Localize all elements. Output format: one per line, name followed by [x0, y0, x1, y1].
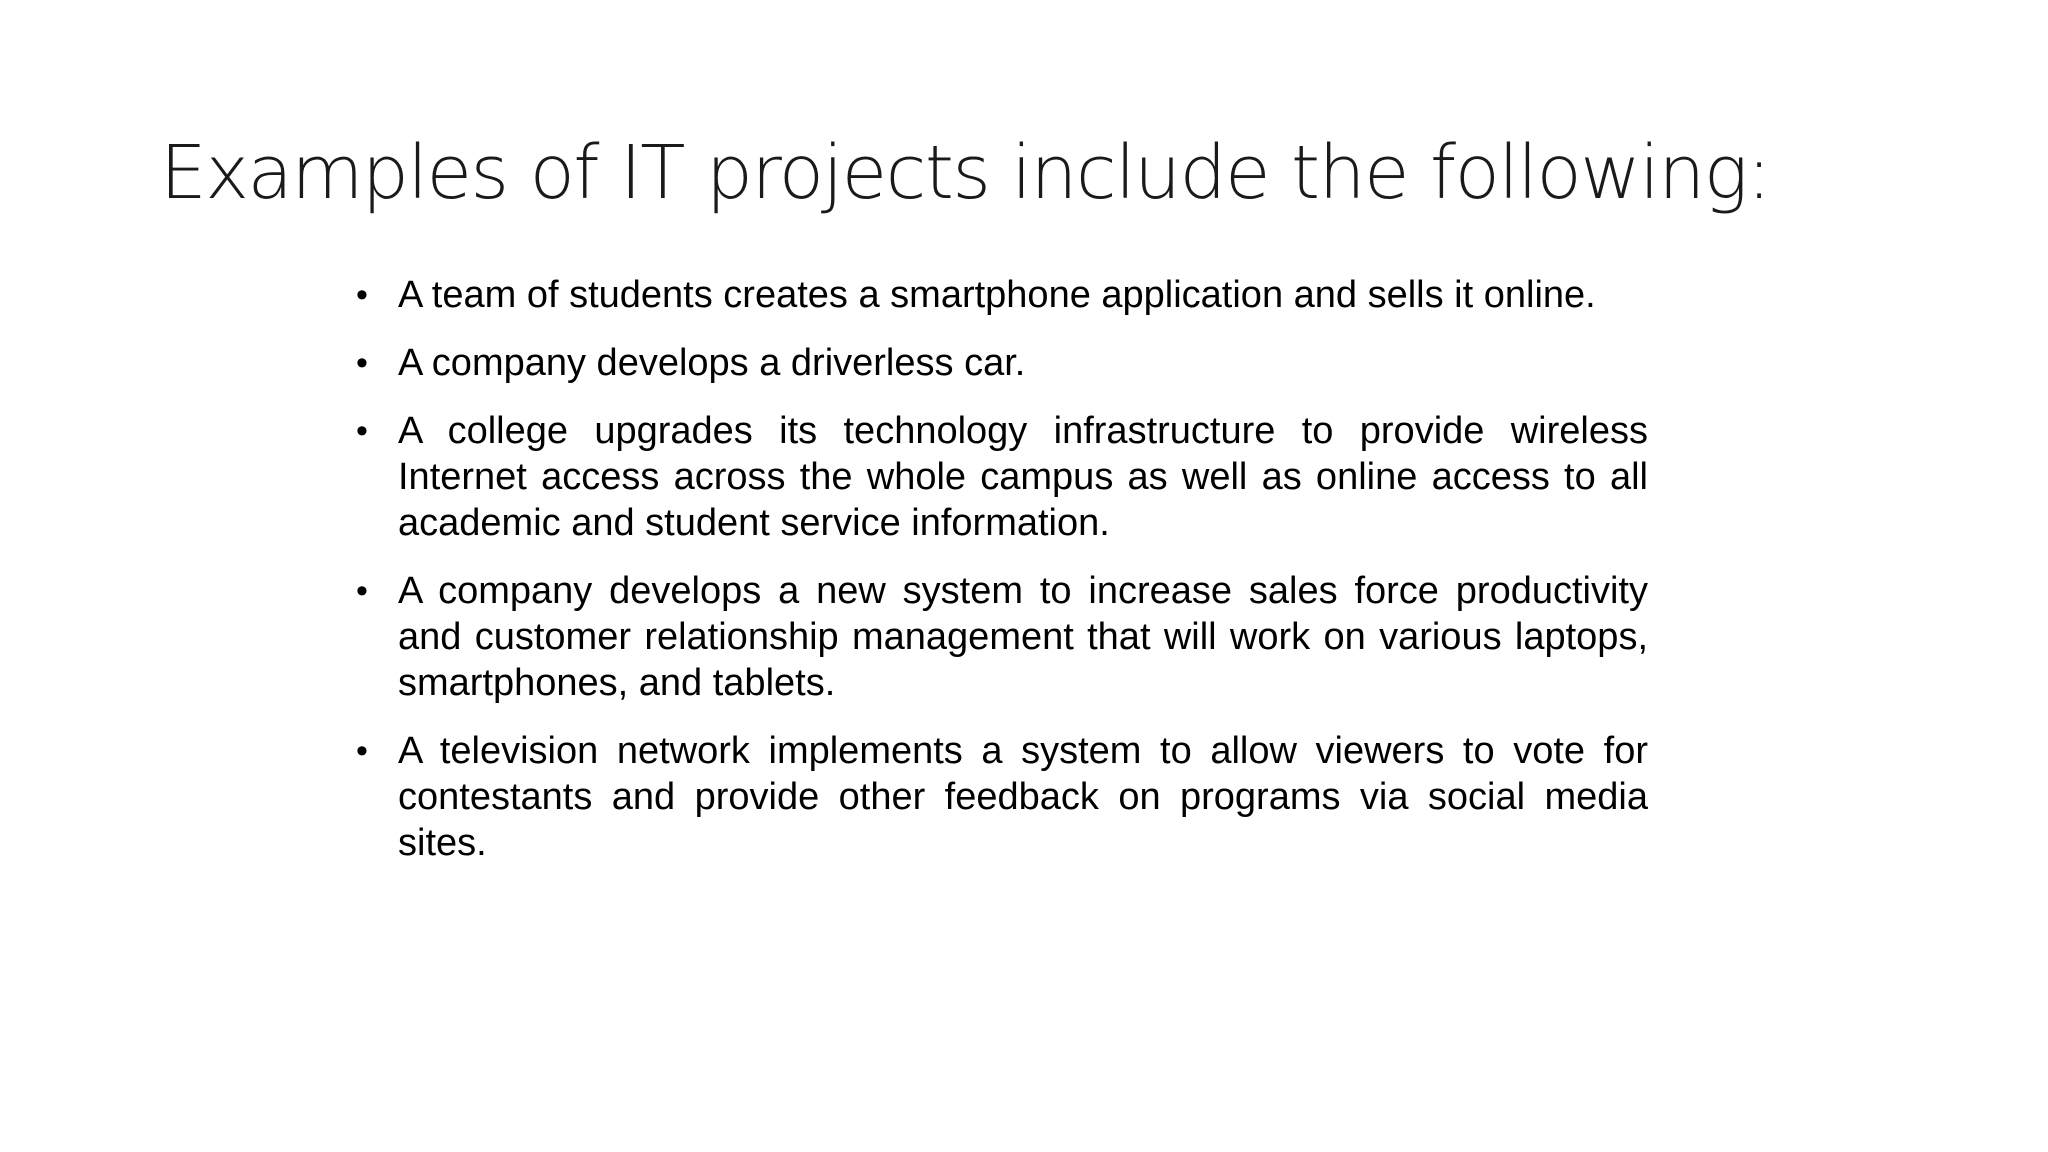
slide-title: Examples of IT projects include the following:	[160, 130, 1771, 216]
bullet-text: A television network implements a system to allow viewers to vote for contestants and provide other feedback on programs via social media sites.	[398, 730, 1648, 864]
bullet-icon: •	[356, 572, 368, 610]
bullet-icon: •	[356, 732, 368, 770]
bullet-icon: •	[356, 412, 368, 450]
bullet-text: A company develops a driverless car.	[398, 342, 1026, 384]
bullet-item	[356, 340, 1648, 386]
bullet-icon: •	[356, 276, 368, 314]
bullet-item	[356, 272, 1648, 318]
bullet-text: A college upgrades its technology infrastructure to provide wireless Internet access across the whole campus as well as online access to all academic and student service information.	[398, 410, 1648, 544]
bullet-item	[356, 728, 1648, 866]
bullet-icon: •	[356, 344, 368, 382]
bullet-item	[356, 408, 1648, 546]
bullet-list	[356, 272, 1648, 888]
bullet-text: A team of students creates a smartphone application and sells it online.	[398, 274, 1596, 316]
bullet-item	[356, 568, 1648, 706]
bullet-text: A company develops a new system to increase sales force productivity and customer relationship management that will work on various laptops, smartphones, and tablets.	[398, 570, 1648, 704]
